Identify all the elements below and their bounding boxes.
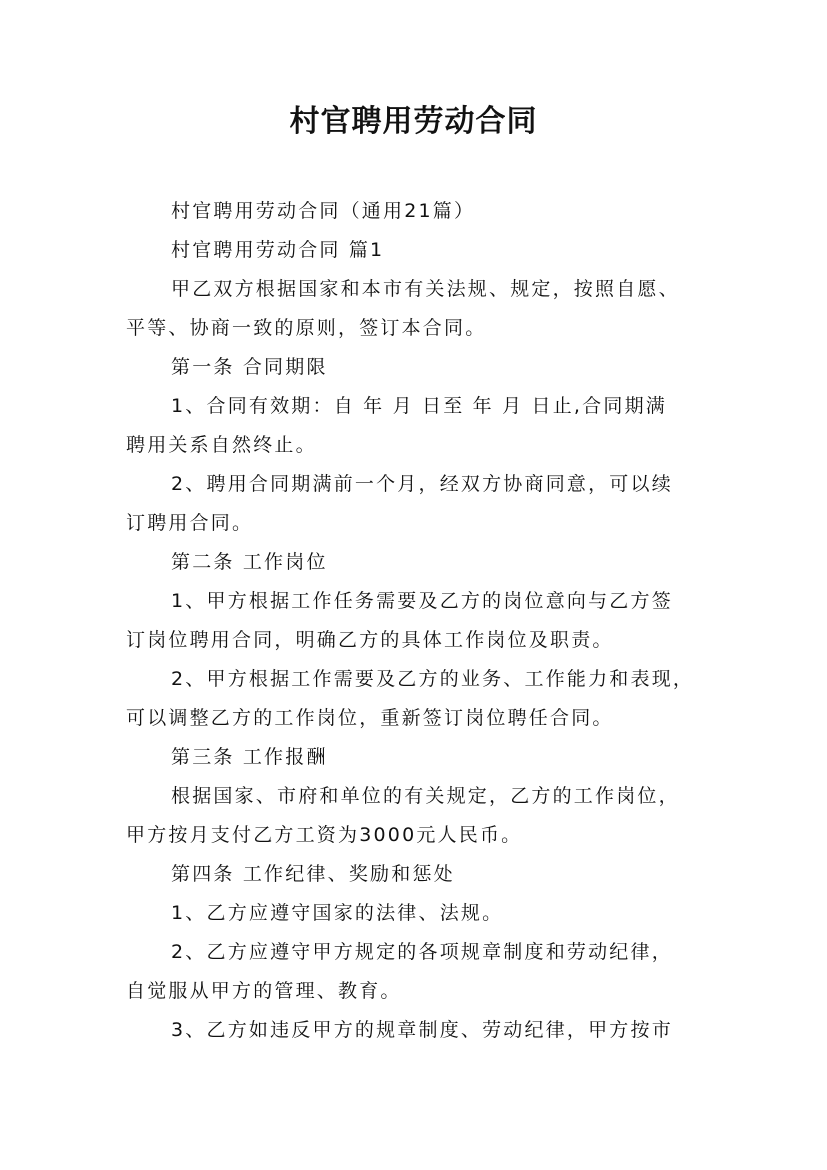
paragraph [126,855,714,894]
paragraph [126,738,714,777]
paragraph-line: 可以调整乙方的工作岗位，重新签订岗位聘任合同。 [126,707,614,729]
paragraph [126,660,714,738]
paragraph-line: 第二条 工作岗位 [171,551,328,573]
paragraph-line: 聘用关系自然终止。 [126,434,317,456]
paragraph [126,933,714,1011]
paragraph [126,777,714,855]
paragraph-line: 2、乙方应遵守甲方规定的各项规章制度和劳动纪律， [171,941,673,963]
paragraph-line: 第一条 合同期限 [171,356,328,378]
paragraph [126,231,714,270]
paragraph-line: 订岗位聘用合同，明确乙方的具体工作岗位及职责。 [126,629,614,651]
paragraph-line: 第四条 工作纪律、奖励和惩处 [171,863,455,885]
paragraph-line: 1、合同有效期：自 年 月 日至 年 月 日止,合同期满 [171,395,667,417]
paragraph-line: 自觉服从甲方的管理、教育。 [126,980,402,1002]
paragraph-line: 第三条 工作报酬 [171,746,328,768]
paragraph-line: 根据国家、市府和单位的有关规定，乙方的工作岗位， [171,785,680,807]
paragraph [126,348,714,387]
paragraph [126,465,714,543]
paragraph [126,582,714,660]
paragraph-line: 平等、协商一致的原则，签订本合同。 [126,317,487,339]
document-body [126,192,714,1050]
paragraph-line: 1、甲方根据工作任务需要及乙方的岗位意向与乙方签 [171,590,673,612]
paragraph [126,894,714,933]
paragraph-line: 2、甲方根据工作需要及乙方的业务、工作能力和表现， [171,668,695,690]
paragraph-line: 村官聘用劳动合同 篇1 [171,239,385,261]
paragraph-line: 3、乙方如违反甲方的规章制度、劳动纪律，甲方按市 [171,1019,673,1041]
paragraph-line: 村官聘用劳动合同（通用21篇） [171,200,476,222]
paragraph-line: 2、聘用合同期满前一个月，经双方协商同意，可以续 [171,473,673,495]
paragraph-line: 甲乙双方根据国家和本市有关法规、规定，按照自愿、 [171,278,680,300]
paragraph [126,543,714,582]
paragraph [126,192,714,231]
paragraph [126,1011,714,1050]
paragraph [126,387,714,465]
paragraph-line: 订聘用合同。 [126,512,254,534]
document-title: 村官聘用劳动合同 [289,104,538,139]
paragraph [126,270,714,348]
paragraph-line: 1、乙方应遵守国家的法律、法规。 [171,902,504,924]
paragraph-line: 甲方按月支付乙方工资为3000元人民币。 [126,824,523,846]
